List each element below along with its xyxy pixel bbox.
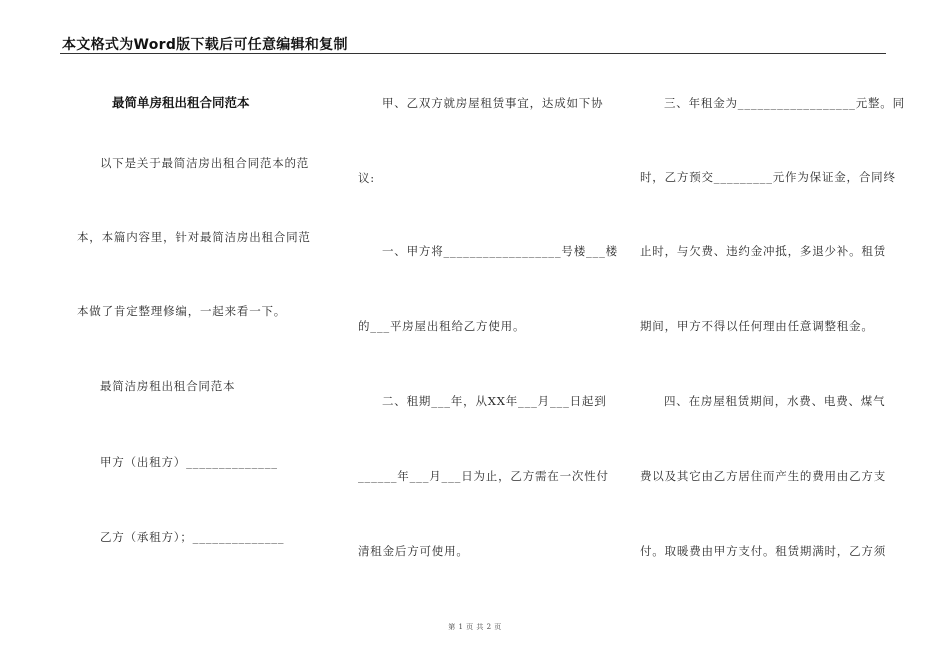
paragraph-line: 费以及其它由乙方居住而产生的费用由乙方支 [640, 469, 886, 483]
paragraph-line: 议: [358, 171, 375, 185]
paragraph-line: 的___平房屋出租给乙方使用。 [358, 319, 526, 333]
paragraph-line: 一、甲方将__________________号楼___楼 [382, 244, 618, 258]
document-header: 本文格式为Word版下载后可任意编辑和复制 [62, 37, 348, 53]
paragraph-line: 四、在房屋租赁期间，水费、电费、煤气 [664, 394, 886, 408]
paragraph-line: 甲、乙双方就房屋租赁事宜，达成如下协 [382, 96, 604, 110]
paragraph-line: 二、租期___年，从XX年___月___日起到 [382, 394, 607, 408]
paragraph-line: ______年___月___日为止，乙方需在一次性付 [358, 469, 609, 483]
paragraph-line: 清租金后方可使用。 [358, 544, 469, 558]
paragraph-line: 三、年租金为__________________元整。同 [664, 96, 905, 110]
header-divider [60, 53, 886, 54]
paragraph-line: 期间，甲方不得以任何理由任意调整租金。 [640, 319, 874, 333]
paragraph-line: 付。取暖费由甲方支付。租赁期满时，乙方须 [640, 544, 886, 558]
party-b-line: 乙方（承租方）；______________ [100, 530, 285, 544]
page-number-footer: 第 1 页 共 2 页 [448, 623, 502, 631]
paragraph-line: 最简洁房租出租合同范本 [100, 379, 236, 393]
paragraph-line: 止时，与欠费、违约金冲抵，多退少补。租赁 [640, 244, 886, 258]
paragraph-line: 本，本篇内容里，针对最简洁房出租合同范 [77, 230, 311, 244]
paragraph-line: 以下是关于最简洁房出租合同范本的范 [100, 156, 310, 170]
paragraph-line: 时，乙方预交_________元作为保证金，合同终 [640, 170, 896, 184]
party-a-line: 甲方（出租方）______________ [100, 455, 278, 469]
paragraph-line: 本做了肯定整理修编，一起来看一下。 [77, 304, 287, 318]
document-title: 最简单房租出租合同范本 [112, 95, 250, 110]
